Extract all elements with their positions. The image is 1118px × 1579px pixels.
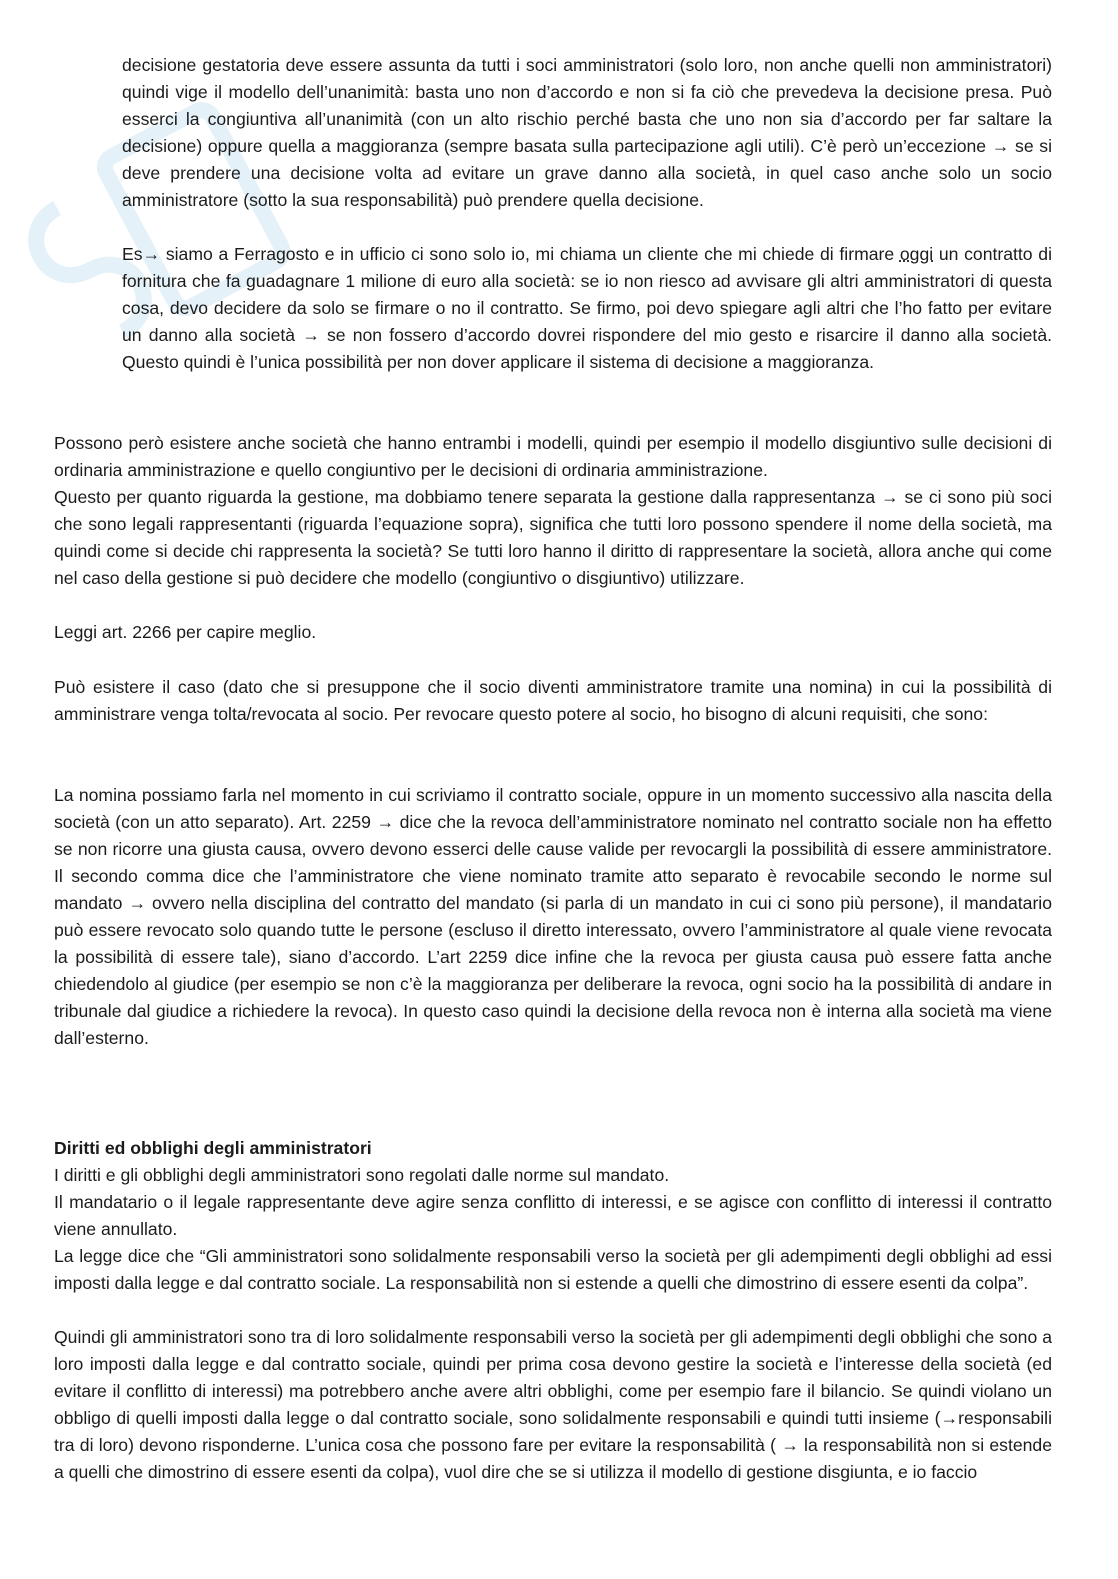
paragraph-nomination: La nomina possiamo farla nel momento in cui scriviamo il contratto sociale, oppure in un momento successivo alla nascita della società (con un atto separato). Art. 2259 → dice che la revoca dell’amministratore nominato nel contratto sociale non ha effetto se non ricorre una giusta causa, ovvero devono esserci delle cause valide per revocargli la possibilità di essere amministratore. Il secondo comma dice che l’amministratore che viene nominato tramite atto separato è revocabile secondo le norme sul mandato → ovvero nella disciplina del contratto del mandato (si parla di un mandato in cui ci sono più persone), il mandatario può essere revocato solo quando tutte le persone (escluso il diretto interessato, ovvero l’amministratore al quale viene revocata la possibilità di essere tale), siano d’accordo. L’art 2259 dice infine che la revoca per giusta causa può essere fatta anche chiedendolo al giudice (per esempio se non c’è la maggioranza per deliberare la revoca, ogni socio ha la possibilità di andare in tribunale dal giudice a richiedere la revoca). In questo caso quindi la decisione della revoca non è interna alla società ma viene dall’esterno. [54,785,1052,1048]
paragraph-conflict-of-interest: Il mandatario o il legale rappresentante deve agire senza conflitto di interessi, e se agisce con conflitto di interessi il contratto viene annullato. [54,1192,1052,1239]
example-underlined-word: oggi [899,244,934,264]
paragraph-representation: Questo per quanto riguarda la gestione, ma dobbiamo tenere separata la gestione dalla rappresentanza → se ci sono più soci che sono legali rappresentanti (riguarda l’equazione sopra), significa che tutti loro possono spendere il nome della società, ma quindi come si decide chi rappresenta la società? Se tutti loro hanno il diritto di rappresentare la società, allora anche qui come nel caso della gestione si può decidere che modello (congiuntivo o disgiuntivo) utilizzare. [54,487,1052,588]
example-text-end: un contratto di fornitura che fa guadagnare 1 milione di euro alla società: se io non riesco ad avvisare gli altri amministratori di questa cosa, devo decidere da solo se firmare o no il contratto. Se firmo, poi devo spiegare agli altri che l’ho fatto per evitare un danno alla società → se non fossero d’accordo dovrei rispondere del mio gesto e risarcire il danno alla società. Questo quindi è l’unica possibilità per non dover applicare il sistema di decisione a maggioranza. [122,244,1052,372]
paragraph-unanimity: decisione gestatoria deve essere assunta da tutti i soci amministratori (solo loro, non anche quelli non amministratori) quindi vige il modello dell’unanimità: basta uno non d’accordo e non si fa ciò che prevedeva la decisione presa. Può esserci la congiuntiva all’unanimità (con un alto rischio perché basta che uno non sia d’accordo per far saltare la decisione) oppure quella a maggioranza (sempre basata sulla partecipazione agli utili). C’è però un’eccezione → se si deve prendere una decisione volta ad evitare un grave danno alla società, in quel caso anche solo un socio amministratore (sotto la sua responsabilità) può prendere quella decisione. [122,55,1052,210]
section-heading: Diritti ed obblighi degli amministratori [54,1138,372,1158]
paragraph-revocation-case: Può esistere il caso (dato che si presuppone che il socio diventi amministratore tramite una nomina) in cui la possibilità di amministrare venga tolta/revocata al socio. Per revocare questo potere al socio, ho bisogno di alcuni requisiti, che sono: [54,677,1052,724]
paragraph-both-models: Possono però esistere anche società che hanno entrambi i modelli, quindi per esempio il modello disgiuntivo sulle decisioni di ordinaria amministrazione e quello congiuntivo per le decisioni di ordinaria amministrazione. [54,433,1052,480]
paragraph-rights-obligations: I diritti e gli obblighi degli amministratori sono regolati dalle norme sul mandato. [54,1165,670,1185]
paragraph-read-article: Leggi art. 2266 per capire meglio. [54,622,317,642]
paragraph-joint-liability: Quindi gli amministratori sono tra di loro solidalmente responsabili verso la società per gli adempimenti degli obblighi che sono a loro imposti dalla legge e dal contratto sociale, quindi per prima cosa devono gestire la società e l’interesse della società (ed evitare il conflitto di interessi) ma potrebbero anche avere altri obblighi, come per esempio fare il bilancio. Se quindi violano un obbligo di quelli imposti dalla legge o dal contratto sociale, sono solidalmente responsabili e quindi tutti insieme (→responsabili tra di loro) devono risponderne. L’unica cosa che possono fare per evitare la responsabilità ( → la responsabilità non si estende a quelli che dimostrino di essere esenti da colpa), vuol dire che se si utilizza il modello di gestione disgiunta, e io faccio [54,1327,1052,1482]
example-text-start: Es→ siamo a Ferragosto e in ufficio ci sono solo io, mi chiama un cliente che mi chiede di firmare [122,244,900,264]
paragraph-law-quote: La legge dice che “Gli amministratori sono solidalmente responsabili verso la società per gli adempimenti degli obblighi ad essi imposti dalla legge e dal contratto sociale. La responsabilità non si estende a quelli che dimostrino di essere esenti da colpa”. [54,1246,1052,1293]
paragraph-example [122,241,1052,376]
